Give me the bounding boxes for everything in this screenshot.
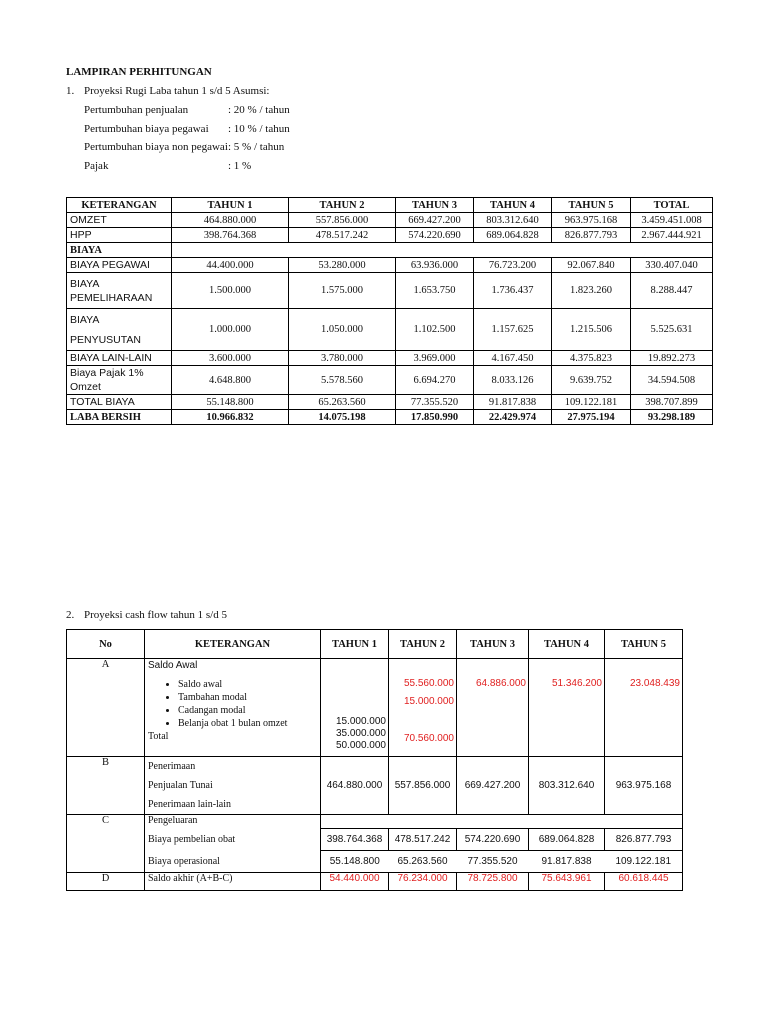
cell: 689.064.828 [474,228,552,243]
cell: 55.148.800 [321,851,389,873]
cell: 3.969.000 [396,351,474,366]
cell [321,815,683,829]
cell: 92.067.840 [552,258,631,273]
cell: 1.736.437 [474,273,552,309]
cell: 6.694.270 [396,366,474,395]
row-label-line: BIAYA [70,313,100,326]
cell: 91.817.838 [529,851,605,873]
cell [172,243,713,258]
cell: 109.122.181 [605,851,683,873]
column-header: KETERANGAN [67,198,172,213]
row-label: BIAYA LAIN-LAIN [67,351,172,366]
table-row [67,273,713,309]
table-row [67,815,683,829]
cell: 75.643.961 [529,873,605,891]
section1-number: 1. [66,85,75,97]
table-row [67,228,713,243]
table-row [67,410,713,425]
assumption-value: : 20 % / tahun [228,104,290,116]
column-header: TAHUN 4 [529,630,605,659]
table-row [67,659,683,757]
row-number: B [67,757,145,815]
cell: 826.877.793 [605,829,683,851]
assumption-value: : 10 % / tahun [228,123,290,135]
cell: 34.594.508 [631,366,713,395]
cell-line: 70.560.000 [403,733,454,744]
table-row [67,395,713,410]
cell: 78.725.800 [457,873,529,891]
cell: 3.459.451.008 [631,213,713,228]
cell: 963.975.168 [605,757,683,815]
assumption-label: Pertumbuhan biaya non pegawai [84,141,228,153]
column-header: TAHUN 4 [474,198,552,213]
cell-line: 50.000.000 [335,740,386,751]
cell: 53.280.000 [289,258,396,273]
cell: 398.764.368 [321,829,389,851]
cell-line: 35.000.000 [335,728,386,739]
bullet-list [148,678,318,730]
column-header: TAHUN 2 [289,198,396,213]
section2-title: Proyeksi cash flow tahun 1 s/d 5 [84,609,227,621]
cell: 557.856.000 [289,213,396,228]
cell: 1.050.000 [289,309,396,351]
list-item: • Tambahan modal [178,691,318,704]
page-heading: LAMPIRAN PERHITUNGAN [66,66,212,78]
cell: 803.312.640 [529,757,605,815]
cell: 14.075.198 [289,410,396,425]
row-label [67,309,172,351]
cell: 19.892.273 [631,351,713,366]
section1-title: Proyeksi Rugi Laba tahun 1 s/d 5 Asumsi: [84,85,270,97]
row-label: OMZET [67,213,172,228]
assumption-value: : 5 % / tahun [228,141,285,153]
cell: 1.157.625 [474,309,552,351]
cell: 574.220.690 [457,829,529,851]
cashflow-table [66,629,683,891]
cell: 65.263.560 [289,395,396,410]
row-description [145,757,321,815]
cell: 464.880.000 [321,757,389,815]
table-row [67,351,713,366]
cell: 91.817.838 [474,395,552,410]
list-item: • Belanja obat 1 bulan omzet [178,717,318,730]
row-label-line: Omzet [70,381,101,393]
cell: 2.967.444.921 [631,228,713,243]
row-label: Biaya pembelian obat [145,829,321,851]
cell: 5.578.560 [289,366,396,395]
cell: 4.167.450 [474,351,552,366]
row-label [67,273,172,309]
table-row [67,213,713,228]
cell: 478.517.242 [389,829,457,851]
table-row [67,873,683,891]
column-header: KETERANGAN [145,630,321,659]
cell: 1.500.000 [172,273,289,309]
row-label: Biaya operasional [145,851,321,873]
cell: 1.215.506 [552,309,631,351]
cell: 1.102.500 [396,309,474,351]
row-label [67,366,172,395]
cell: 464.880.000 [172,213,289,228]
cell: 4.375.823 [552,351,631,366]
row-number: C [67,815,145,873]
column-header: TAHUN 1 [172,198,289,213]
assumption-label: Pertumbuhan penjualan [84,104,189,116]
cell: 398.707.899 [631,395,713,410]
cell: 803.312.640 [474,213,552,228]
column-header: TAHUN 2 [389,630,457,659]
table-row [67,366,713,395]
cell: 63.936.000 [396,258,474,273]
table-row [67,829,683,851]
cell: 1.575.000 [289,273,396,309]
assumption-value: : 1 % [228,160,252,172]
table-row [67,851,683,873]
table-row [67,309,713,351]
profit-loss-table [66,197,713,425]
row-label: Saldo akhir (A+B-C) [145,873,321,891]
cell: 1.000.000 [172,309,289,351]
section2-number: 2. [66,609,75,621]
cell: 10.966.832 [172,410,289,425]
cell: 574.220.690 [396,228,474,243]
cell: 557.856.000 [389,757,457,815]
cell: 398.764.368 [172,228,289,243]
column-header: TAHUN 3 [457,630,529,659]
cell: 689.064.828 [529,829,605,851]
row-label: TOTAL BIAYA [67,395,172,410]
column-header: TOTAL [631,198,713,213]
assumption-label: Pertumbuhan biaya pegawai [84,123,209,135]
cell: 478.517.242 [289,228,396,243]
cell: 27.975.194 [552,410,631,425]
table-header-row [67,630,683,659]
cell: 77.355.520 [396,395,474,410]
row-description [145,659,321,757]
cell: 8.033.126 [474,366,552,395]
table-row [67,757,683,815]
cell: 3.780.000 [289,351,396,366]
total-label: Total [148,731,169,742]
table-header-row [67,198,713,213]
column-header: TAHUN 5 [605,630,683,659]
cell: 65.263.560 [389,851,457,873]
column-header: TAHUN 3 [396,198,474,213]
cell: 60.618.445 [605,873,683,891]
cell: 51.346.200 [529,659,605,757]
cell: 64.886.000 [457,659,529,757]
cell: 1.823.260 [552,273,631,309]
cell: 22.429.974 [474,410,552,425]
row-title: Saldo Awal [148,660,198,671]
cell: 55.148.800 [172,395,289,410]
row-number: D [67,873,145,891]
cell: 826.877.793 [552,228,631,243]
row-line: Penerimaan lain-lain [148,799,232,810]
cell: 77.355.520 [457,851,529,873]
table-row [67,258,713,273]
row-label-line: Biaya Pajak 1% [70,367,144,379]
cell: 8.288.447 [631,273,713,309]
cell: 5.525.631 [631,309,713,351]
cell: 4.648.800 [172,366,289,395]
cell: 17.850.990 [396,410,474,425]
column-header: No [67,630,145,659]
row-label: BIAYA PEGAWAI [67,258,172,273]
column-header: TAHUN 1 [321,630,389,659]
cell: 669.427.200 [396,213,474,228]
list-item: • Cadangan modal [178,704,318,717]
cell: 9.639.752 [552,366,631,395]
section-label: BIAYA [67,243,172,258]
row-label-line: PENYUSUTAN [70,333,141,346]
row-label: HPP [67,228,172,243]
row-title: Pengeluaran [145,815,321,829]
row-line: Penjualan Tunai [148,780,213,791]
row-number: A [67,659,145,757]
cell: 963.975.168 [552,213,631,228]
row-line: Penerimaan [148,761,196,772]
cell-line: 15.000.000 [403,696,454,707]
row-label-line: BIAYA [70,277,100,290]
cell: 1.653.750 [396,273,474,309]
cell: 330.407.040 [631,258,713,273]
row-label-line: PEMELIHARAAN [70,291,153,304]
cell: 3.600.000 [172,351,289,366]
cell: 23.048.439 [605,659,683,757]
cell-line: 55.560.000 [403,678,454,689]
row-label: LABA BERSIH [67,410,172,425]
cell: 93.298.189 [631,410,713,425]
cell: 109.122.181 [552,395,631,410]
cell [321,659,389,757]
assumption-label: Pajak [84,160,109,172]
table-row [67,243,713,258]
cell: 44.400.000 [172,258,289,273]
cell: 669.427.200 [457,757,529,815]
list-item: • Saldo awal [178,678,318,691]
cell [389,659,457,757]
cell: 76.723.200 [474,258,552,273]
column-header: TAHUN 5 [552,198,631,213]
cell: 76.234.000 [389,873,457,891]
cell-line: 15.000.000 [335,716,386,727]
cell: 54.440.000 [321,873,389,891]
